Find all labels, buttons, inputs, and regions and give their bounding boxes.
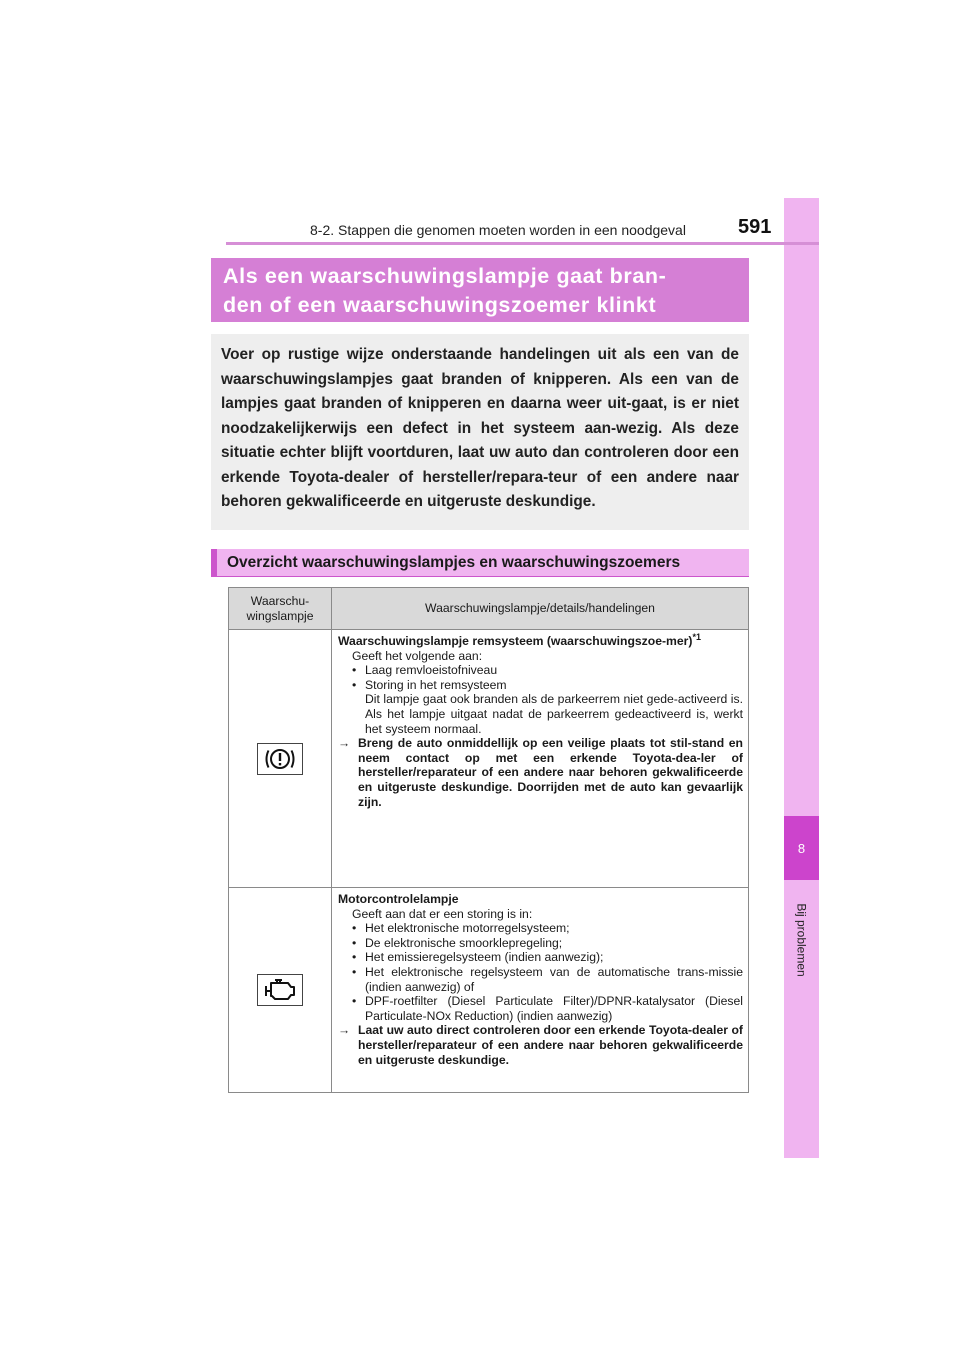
detail-cell xyxy=(332,630,749,888)
list-item: • De elektronische smoorklepregeling; xyxy=(338,936,743,951)
side-tab xyxy=(784,198,819,1158)
list-item: • Het emissieregelsysteem (indien aanwezig); xyxy=(338,950,743,965)
lamp-action xyxy=(338,1023,743,1067)
table-row xyxy=(229,888,749,1093)
column-header-lamp-line2: wingslampje xyxy=(246,608,314,623)
list-item: • DPF-roetfilter (Diesel Particulate Filter)/DPNR-katalysator (Diesel Particulate-NOx Reduction) (indien aanwezig) xyxy=(338,994,743,1023)
footnote-marker: *1 xyxy=(692,631,701,642)
table-row xyxy=(229,630,749,888)
chapter-label: Bij problemen xyxy=(794,903,809,977)
lamp-title: Motorcontrolelampje xyxy=(338,892,459,906)
icon-cell xyxy=(229,630,332,888)
lamp-action-text: Breng de auto onmiddellijk op een veilige plaats tot stil-stand en neem contact op met een erkende Toyota-dea-ler of hersteller/reparateur of een andere naar behoren gekwalificeerde en uitgeruste deskundige. Doorrijden met de auto kan gevaarlijk zijn. xyxy=(358,736,743,809)
lamp-action xyxy=(338,736,743,809)
list-item: • Het elektronische regelsysteem van de automatische trans-missie (indien aanwezig) of xyxy=(338,965,743,994)
lamp-note: Dit lampje gaat ook branden als de parkeerrem niet gede-activeerd is. Als het lampje uitgaat nadat de parkeerrem gedeactiveerd is, werkt het systeem normaal. xyxy=(365,692,743,736)
intro-text: Voer op rustige wijze onderstaande handelingen uit als een van de waarschuwingslampjes gaat branden of knipperen. Als een van de lampjes gaat branden of knipperen en daarna weer uit-gaat, is er niet noodzakelijkerwijs een defect in het systeem aan-wezig. Als deze situatie echter blijft voortduren, laat uw auto dan controleren door een erkende Toyota-dealer of hersteller/repara-teur of een andere naar behoren gekwalificeerde en uitgeruste deskundige. xyxy=(211,334,749,530)
header-divider xyxy=(226,242,819,245)
lamp-intro: Geeft het volgende aan: xyxy=(352,648,483,663)
warning-table xyxy=(228,587,749,1093)
chapter-number: 8 xyxy=(784,816,819,880)
chapter-label-container xyxy=(784,880,819,1000)
brake-warning-icon xyxy=(257,743,303,775)
header-title: 8-2. Stappen die genomen moeten worden in een noodgeval xyxy=(310,222,686,238)
subheading-underline xyxy=(211,576,749,577)
detail-cell xyxy=(332,888,749,1093)
table-header-row xyxy=(229,588,749,630)
icon-cell xyxy=(229,888,332,1093)
lamp-action-text: Laat uw auto direct controleren door een erkende Toyota-dealer of hersteller/reparateur of een andere naar behoren gekwalificeerde en uitgeruste deskundige. xyxy=(358,1023,743,1067)
list-item: • Het elektronische motorregelsysteem; xyxy=(338,921,743,936)
page-number: 591 xyxy=(738,216,772,238)
section-title xyxy=(211,258,749,322)
column-header-lamp xyxy=(229,588,332,630)
arrow-icon: → xyxy=(338,736,351,751)
lamp-intro: Geeft aan dat er een storing is in: xyxy=(352,906,533,921)
engine-check-icon xyxy=(257,974,303,1006)
section-title-line2: den of een waarschuwingszoemer klinkt xyxy=(223,293,657,317)
lamp-title-text: Waarschuwingslampje remsysteem (waarschuwingszoe-mer) xyxy=(338,634,693,648)
section-title-line1: Als een waarschuwingslampje gaat bran- xyxy=(223,264,667,288)
column-header-lamp-line1: Waarschu- xyxy=(250,593,310,608)
arrow-icon: → xyxy=(338,1023,351,1038)
list-item: • Storing in het remsysteem xyxy=(338,678,743,693)
lamp-title xyxy=(338,631,743,649)
list-item: • Laag remvloeistofniveau xyxy=(338,663,743,678)
column-header-details: Waarschuwingslampje/details/handelingen xyxy=(332,588,749,630)
subheading: Overzicht waarschuwingslampjes en waarschuwingszoemers xyxy=(211,549,749,577)
